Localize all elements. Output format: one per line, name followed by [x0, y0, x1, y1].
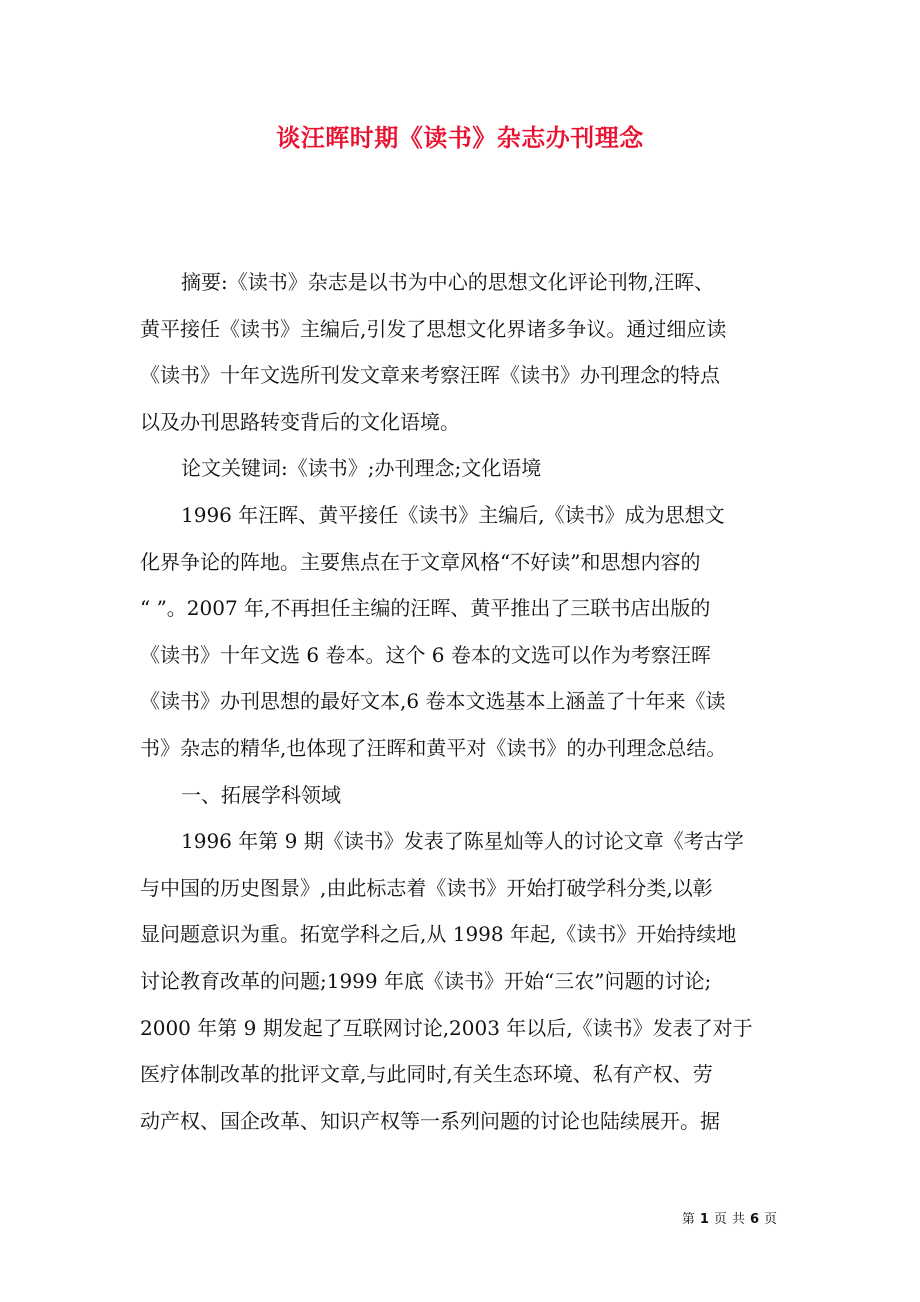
- paragraph-line: 《读书》十年文选所刊发文章来考察汪晖《读书》办刊理念的特点: [140, 363, 720, 388]
- paragraph-line: 书》杂志的精华,也体现了汪晖和黄平对《读书》的办刊理念总结。: [140, 735, 727, 760]
- paragraph-line: 《读书》十年文选 6 卷本。这个 6 卷本的文选可以作为考察汪晖: [140, 642, 711, 667]
- paragraph-line: “ ”。2007 年,不再担任主编的汪晖、黄平推出了三联书店出版的: [140, 596, 711, 621]
- page-footer: [680, 1208, 780, 1227]
- paragraph-line: 《读书》办刊思想的最好文本,6 卷本文选基本上涵盖了十年来《读: [140, 689, 726, 714]
- section-heading: 一、拓展学科领域: [181, 782, 341, 807]
- paragraph-line: 1996 年第 9 期《读书》发表了陈星灿等人的讨论文章《考古学: [181, 829, 744, 854]
- paragraph-line: 黄平接任《读书》主编后,引发了思想文化界诸多争议。通过细应读: [140, 316, 727, 341]
- paragraph-line: 医疗体制改革的批评文章,与此同时,有关生态环境、私有产权、劳: [140, 1062, 713, 1087]
- footer-page-number: 1: [699, 1212, 710, 1227]
- paragraph-line: 2000 年第 9 期发起了互联网讨论,2003 年以后,《读书》发表了对于: [140, 1015, 753, 1040]
- footer-mid2: 共: [731, 1212, 746, 1227]
- paragraph-line: 动产权、国企改革、知识产权等一系列问题的讨论也陆续展开。据: [140, 1108, 720, 1133]
- footer-total-pages: 6: [749, 1212, 760, 1227]
- keywords-line: 论文关键词:《读书》;办刊理念;文化语境: [181, 456, 542, 481]
- paragraph-line: 讨论教育改革的问题;1999 年底《读书》开始“三农”问题的讨论;: [140, 968, 712, 993]
- page-title: 谈汪晖时期《读书》杂志办刊理念: [276, 123, 644, 152]
- footer-prefix: 第: [681, 1212, 696, 1227]
- paragraph-line: 显问题意识为重。拓宽学科之后,从 1998 年起,《读书》开始持续地: [140, 922, 737, 947]
- paragraph-line: 1996 年汪晖、黄平接任《读书》主编后,《读书》成为思想文: [181, 502, 725, 527]
- footer-suffix: 页: [763, 1212, 778, 1227]
- paragraph-line: 化界争论的阵地。主要焦点在于文章风格“不好读”和思想内容的: [140, 549, 701, 574]
- article-body: [140, 259, 780, 1144]
- paragraph-line: 以及办刊思路转变背后的文化语境。: [140, 409, 460, 434]
- paragraph-line: 摘要:《读书》杂志是以书为中心的思想文化评论刊物,汪晖、: [181, 270, 715, 294]
- footer-mid1: 页: [713, 1212, 728, 1227]
- paragraph-line: 与中国的历史图景》,由此标志着《读书》开始打破学科分类,以彰: [140, 875, 713, 900]
